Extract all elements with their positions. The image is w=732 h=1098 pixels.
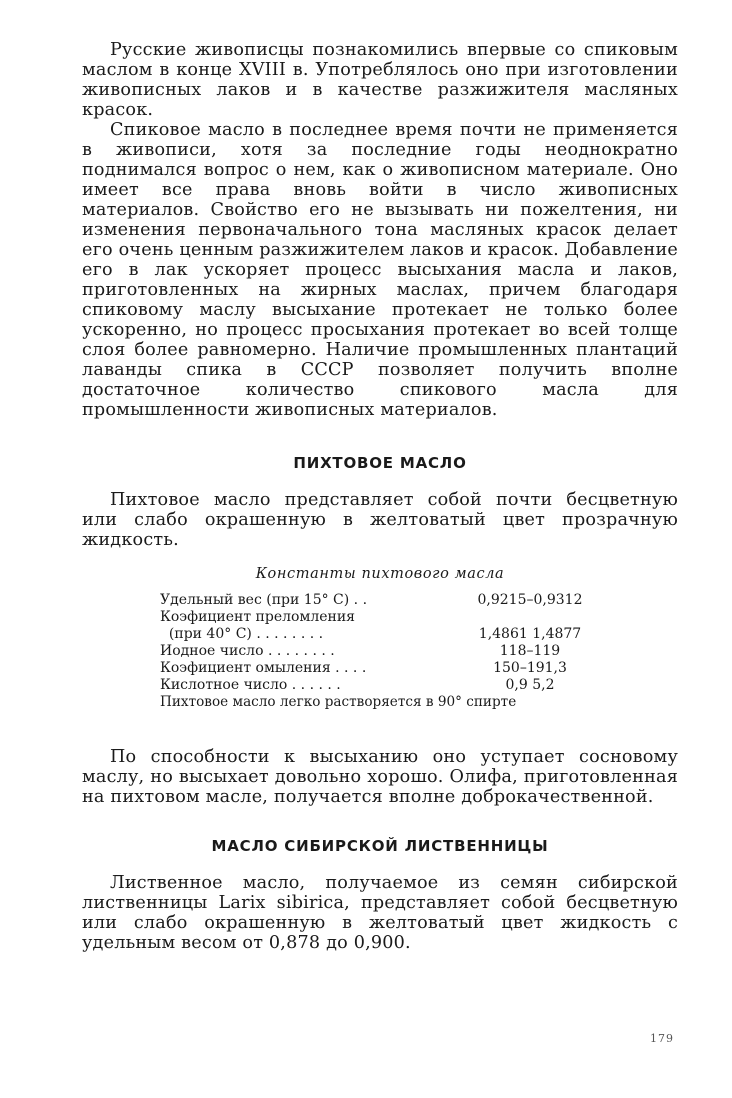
constant-value: 0,9215–0,9312 xyxy=(477,592,583,608)
constants-note: Пихтовое масло легко растворяется в 90° спирте xyxy=(160,694,517,710)
constant-value: 0,9 5,2 xyxy=(505,677,555,693)
constants-row xyxy=(160,626,600,643)
constants-table xyxy=(160,592,600,711)
page-body xyxy=(82,40,678,953)
constant-label: Иодное число . . . . . . . . xyxy=(160,643,335,659)
page-number: 179 xyxy=(650,1032,674,1045)
constants-row xyxy=(160,677,600,694)
spacer xyxy=(82,711,678,747)
paragraph-spike-oil-usage: Спиковое масло в последнее время почти не применяется в живописи, хотя за последние годы неоднократно поднимался вопрос о нем, как о живописном материале. Оно имеет все права вновь войти в число живописных материалов. Свойство его не вызывать ни пожелтения, ни изменения первоначального тона масляных красок делает его очень ценным разжижителем лаков и красок. Добавление его в лак ускоряет процесс высыхания масла и лаков, приготовленных на жирных маслах, причем благодаря спиковому маслу высыхание протекает не только более ускоренно, но процесс просыхания протекает во всей толще слоя более равномерно. Наличие промышленных плантаций лаванды спика в СССР позволяет получить вполне достаточное количество спикового масла для промышленности живописных материалов. xyxy=(82,120,678,420)
constant-value xyxy=(460,609,600,626)
constant-label: (при 40° С) . . . . . . . . xyxy=(160,626,324,642)
constant-value: 118–119 xyxy=(499,643,561,659)
constants-row xyxy=(160,609,600,626)
constants-row xyxy=(160,643,600,660)
paragraph-spike-oil-history: Русские живописцы познакомились впервые со спиковым маслом в конце XVIII в. Употреблялось оно при изготовлении живописных лаков и в качестве разжижителя масляных красок. xyxy=(82,40,678,120)
constant-label: Кислотное число . . . . . . xyxy=(160,677,341,693)
constant-value: 1,4861 1,4877 xyxy=(478,626,582,642)
constants-row xyxy=(160,592,600,609)
constant-label: Коэфициент омыления . . . . xyxy=(160,660,367,676)
section-heading-fir-oil: ПИХТОВОЕ МАСЛО xyxy=(293,454,467,472)
table-caption: Константы пихтового масла xyxy=(255,566,505,582)
section-heading-larch-oil: МАСЛО СИБИРСКОЙ ЛИСТВЕННИЦЫ xyxy=(211,837,549,855)
paragraph-larch-oil: Лиственное масло, получаемое из семян сибирской лиственницы Larix sibirica, представляет собой бесцветную или слабо окрашенную в желтоватый цвет жидкость с удельным весом от 0,878 до 0,900. xyxy=(82,873,678,953)
constant-value: 150–191,3 xyxy=(493,660,567,676)
constant-label: Удельный вес (при 15° С) . . xyxy=(160,592,368,608)
paragraph-fir-oil-drying: По способности к высыханию оно уступает сосновому маслу, но высыхает довольно хорошо. Олифа, приготовленная на пихтовом масле, получается вполне доброкачественной. xyxy=(82,747,678,807)
paragraph-fir-oil-intro: Пихтовое масло представляет собой почти бесцветную или слабо окрашенную в желтоватый цвет прозрачную жидкость. xyxy=(82,490,678,550)
constants-row xyxy=(160,660,600,677)
constant-label: Коэфициент преломления xyxy=(160,609,356,625)
